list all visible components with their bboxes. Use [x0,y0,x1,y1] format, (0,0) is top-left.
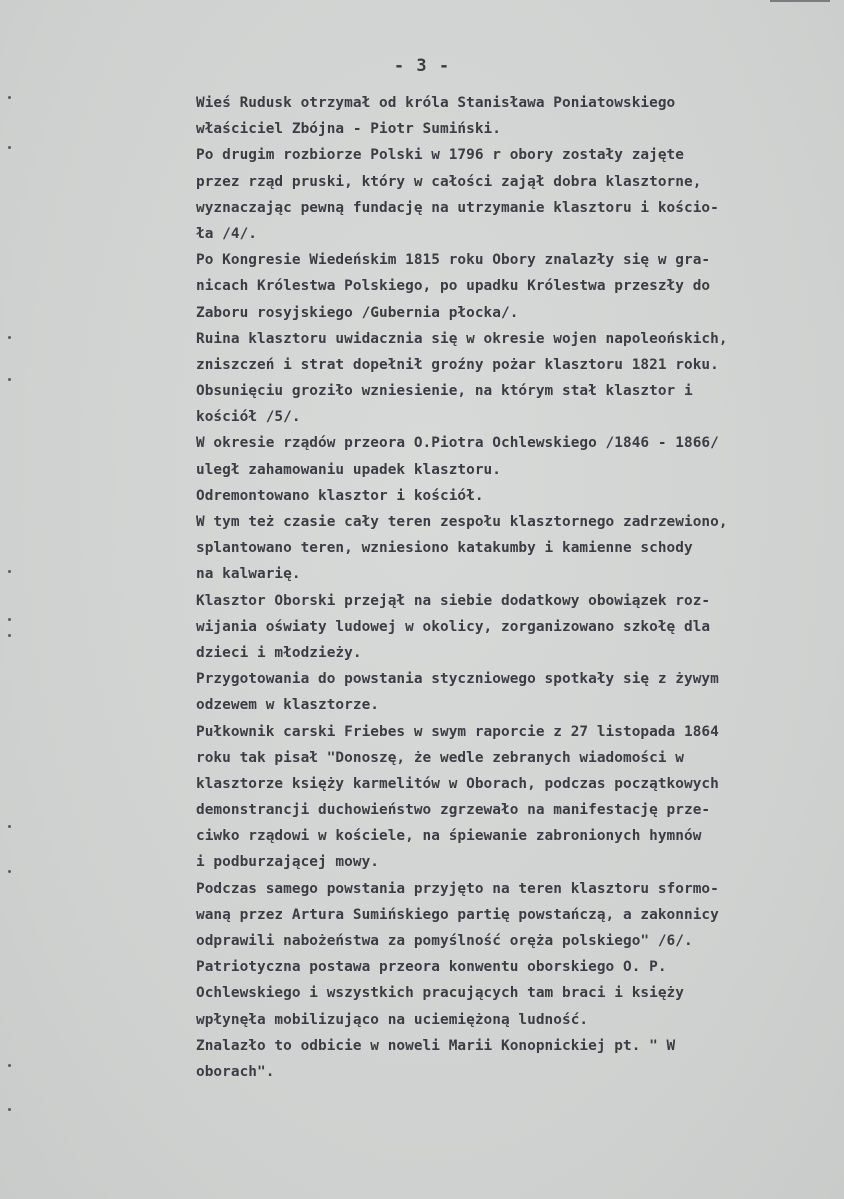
text-line: odzewem w klasztorze. [196,697,379,714]
page-number: - 3 - [393,56,451,76]
margin-punch-mark [8,96,11,99]
text-line: Klasztor Oborski przejął na siebie dodatkowy obowiązek roz- [196,592,711,609]
text-line: kościół /5/. [196,409,301,426]
text-line: wyznaczając pewną fundację na utrzymanie klasztoru i kościo- [196,199,719,216]
margin-punch-mark [8,870,11,873]
margin-punch-mark [8,825,11,828]
text-line: na kalwarię. [196,566,301,583]
text-line: nicach Królestwa Polskiego, po upadku Królestwa przeszły do [196,278,711,295]
margin-punch-mark [8,634,11,637]
text-line: Podczas samego powstania przyjęto na teren klasztoru sformo- [196,880,719,897]
text-line: ciwko rządowi w kościele, na śpiewanie zabronionych hymnów [196,828,702,845]
text-line: W tym też czasie cały teren zespołu klasztornego zadrzewiono, [196,514,728,530]
text-line: Patriotyczna postawa przeora konwentu oborskiego O. P. [196,959,667,976]
text-line: demonstrancji duchowieństwo zgrzewało na manifestację prze- [196,802,711,819]
text-line: właściciel Zbójna - Piotr Sumiński. [196,121,501,138]
text-line: dzieci i młodzieży. [196,644,362,661]
text-line: Zaboru rosyjskiego /Gubernia płocka/. [196,304,519,321]
text-line: klasztorze księży karmelitów w Oborach, podczas początkowych [196,775,719,792]
text-line: Przygotowania do powstania styczniowego spotkały się z żywym [196,671,719,688]
text-line: Odremontowano klasztor i kościół. [196,487,484,504]
margin-punch-mark [8,618,11,621]
text-line: W okresie rządów przeora O.Piotra Ochlewskiego /1846 - 1866/ [196,435,719,452]
text-line: splantowano teren, wzniesiono katakumby i kamienne schody [196,540,693,557]
typewritten-body [196,90,832,1085]
text-line: przez rząd pruski, który w całości zajął dobra klasztorne, [196,173,702,190]
margin-punch-mark [8,1108,11,1111]
margin-punch-mark [8,1064,11,1067]
text-line: oborach". [196,1063,275,1080]
text-line: odprawili nabożeństwa za pomyślność oręża polskiego" /6/. [196,933,693,949]
text-line: wpłynęła mobilizująco na uciemiężoną ludność. [196,1011,589,1028]
text-line: Wieś Rudusk otrzymał od króla Stanisława Poniatowskiego [196,95,676,111]
margin-punch-mark [8,336,11,339]
text-line: zniszczeń i strat dopełnił groźny pożar klasztoru 1821 roku. [196,356,719,373]
text-line: roku tak pisał "Donoszę, że wedle zebranych wiadomości w [196,749,684,766]
margin-punch-mark [8,570,11,573]
text-line: Znalazło to odbicie w noweli Marii Konopnickiej pt. " W [196,1037,676,1054]
text-line: Po drugim rozbiorze Polski w 1796 r obory zostały zajęte [196,147,684,164]
text-line: ła /4/. [196,225,257,242]
scan-edge-mark [770,0,830,2]
text-line: Obsunięciu groziło wzniesienie, na którym stał klasztor i [196,383,693,400]
text-line: Ruina klasztoru uwidacznia się w okresie wojen napoleońskich, [196,330,728,347]
text-line: i podburzającej mowy. [196,854,379,871]
text-line: Po Kongresie Wiedeńskim 1815 roku Obory znalazły się w gra- [196,252,711,269]
text-line: Ochlewskiego i wszystkich pracujących tam braci i księży [196,985,684,1002]
margin-punch-mark [8,378,11,381]
text-line: wijania oświaty ludowej w okolicy, zorganizowano szkołę dla [196,618,711,635]
text-line: waną przez Artura Sumińskiego partię powstańczą, a zakonnicy [196,906,719,923]
margin-punch-mark [8,146,11,149]
text-line: uległ zahamowaniu upadek klasztoru. [196,461,501,478]
text-line: Pułkownik carski Friebes w swym raporcie z 27 listopada 1864 [196,723,719,740]
